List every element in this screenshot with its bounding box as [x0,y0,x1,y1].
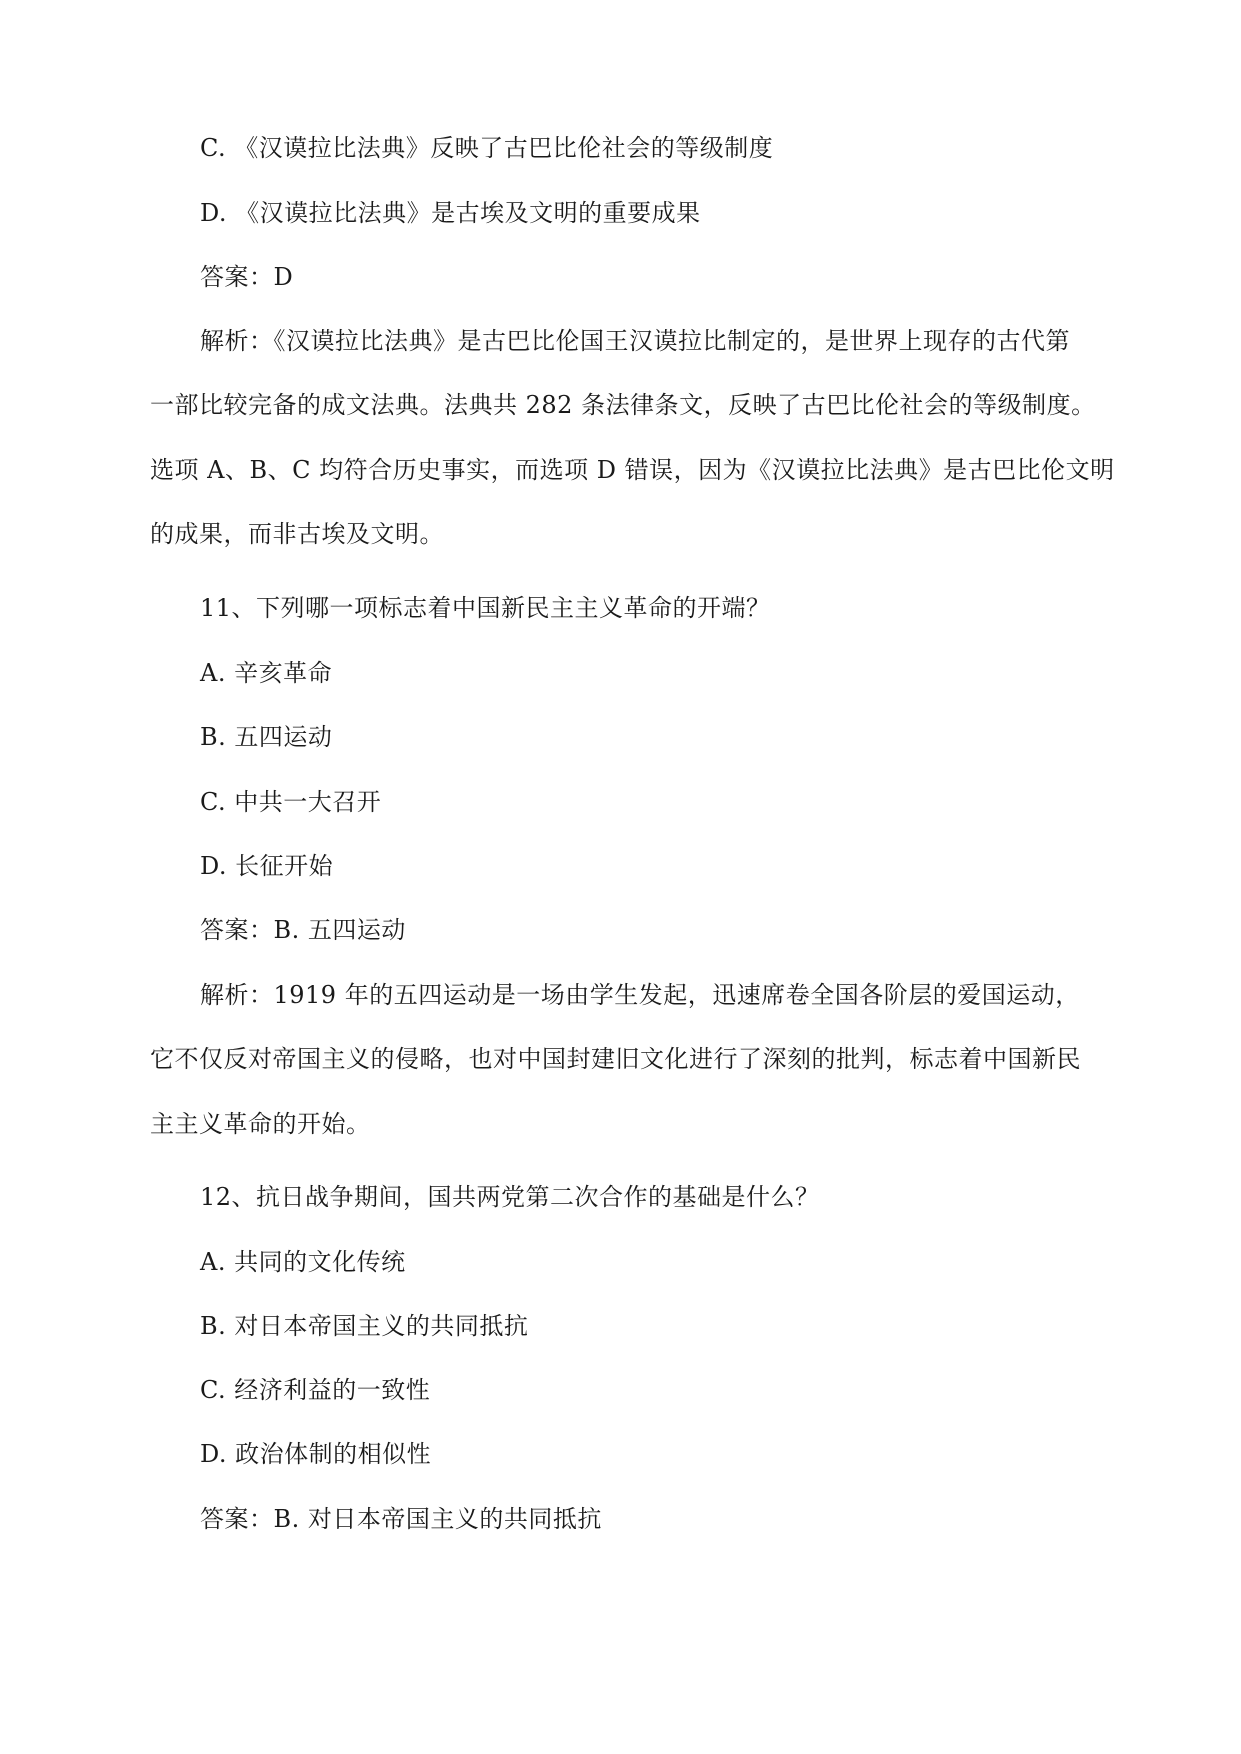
q10-explanation-line-3: 选项 A、B、C 均符合历史事实，而选项 D 错误，因为《汉谟拉比法典》是古巴比伦文明 [150,456,1115,484]
q12-option-d: D. 政治体制的相似性 [200,1440,432,1468]
q12-option-a: A. 共同的文化传统 [200,1248,406,1276]
q10-option-d: D. 《汉谟拉比法典》是古埃及文明的重要成果 [200,199,701,227]
q12-option-b: B. 对日本帝国主义的共同抵抗 [200,1312,529,1340]
q11-question: 11、下列哪一项标志着中国新民主主义革命的开端？ [200,594,771,622]
q11-option-b: B. 五四运动 [200,723,333,751]
q11-option-c: C. 中共一大召开 [200,788,382,816]
q12-answer: 答案：B. 对日本帝国主义的共同抵抗 [200,1505,602,1533]
q10-answer: 答案：D [200,263,294,291]
q10-option-c: C. 《汉谟拉比法典》反映了古巴比伦社会的等级制度 [200,134,774,162]
q11-answer: 答案：B. 五四运动 [200,916,406,944]
q11-option-a: A. 辛亥革命 [200,659,333,687]
q12-question: 12、抗日战争期间，国共两党第二次合作的基础是什么？ [200,1183,820,1211]
q10-explanation-line-1: 解析：《汉谟拉比法典》是古巴比伦国王汉谟拉比制定的，是世界上现存的古代第 [200,327,1070,355]
q11-explanation-line-1: 解析：1919 年的五四运动是一场由学生发起，迅速席卷全国各阶层的爱国运动， [200,981,1080,1009]
q11-option-d: D. 长征开始 [200,852,334,880]
q10-explanation-line-4: 的成果，而非古埃及文明。 [150,520,444,548]
q11-explanation-line-2: 它不仅反对帝国主义的侵略，也对中国封建旧文化进行了深刻的批判，标志着中国新民 [150,1045,1081,1073]
q10-explanation-line-2: 一部比较完备的成文法典。法典共 282 条法律条文，反映了古巴比伦社会的等级制度。 [150,391,1096,419]
q12-option-c: C. 经济利益的一致性 [200,1376,431,1404]
q11-explanation-line-3: 主主义革命的开始。 [150,1110,371,1138]
